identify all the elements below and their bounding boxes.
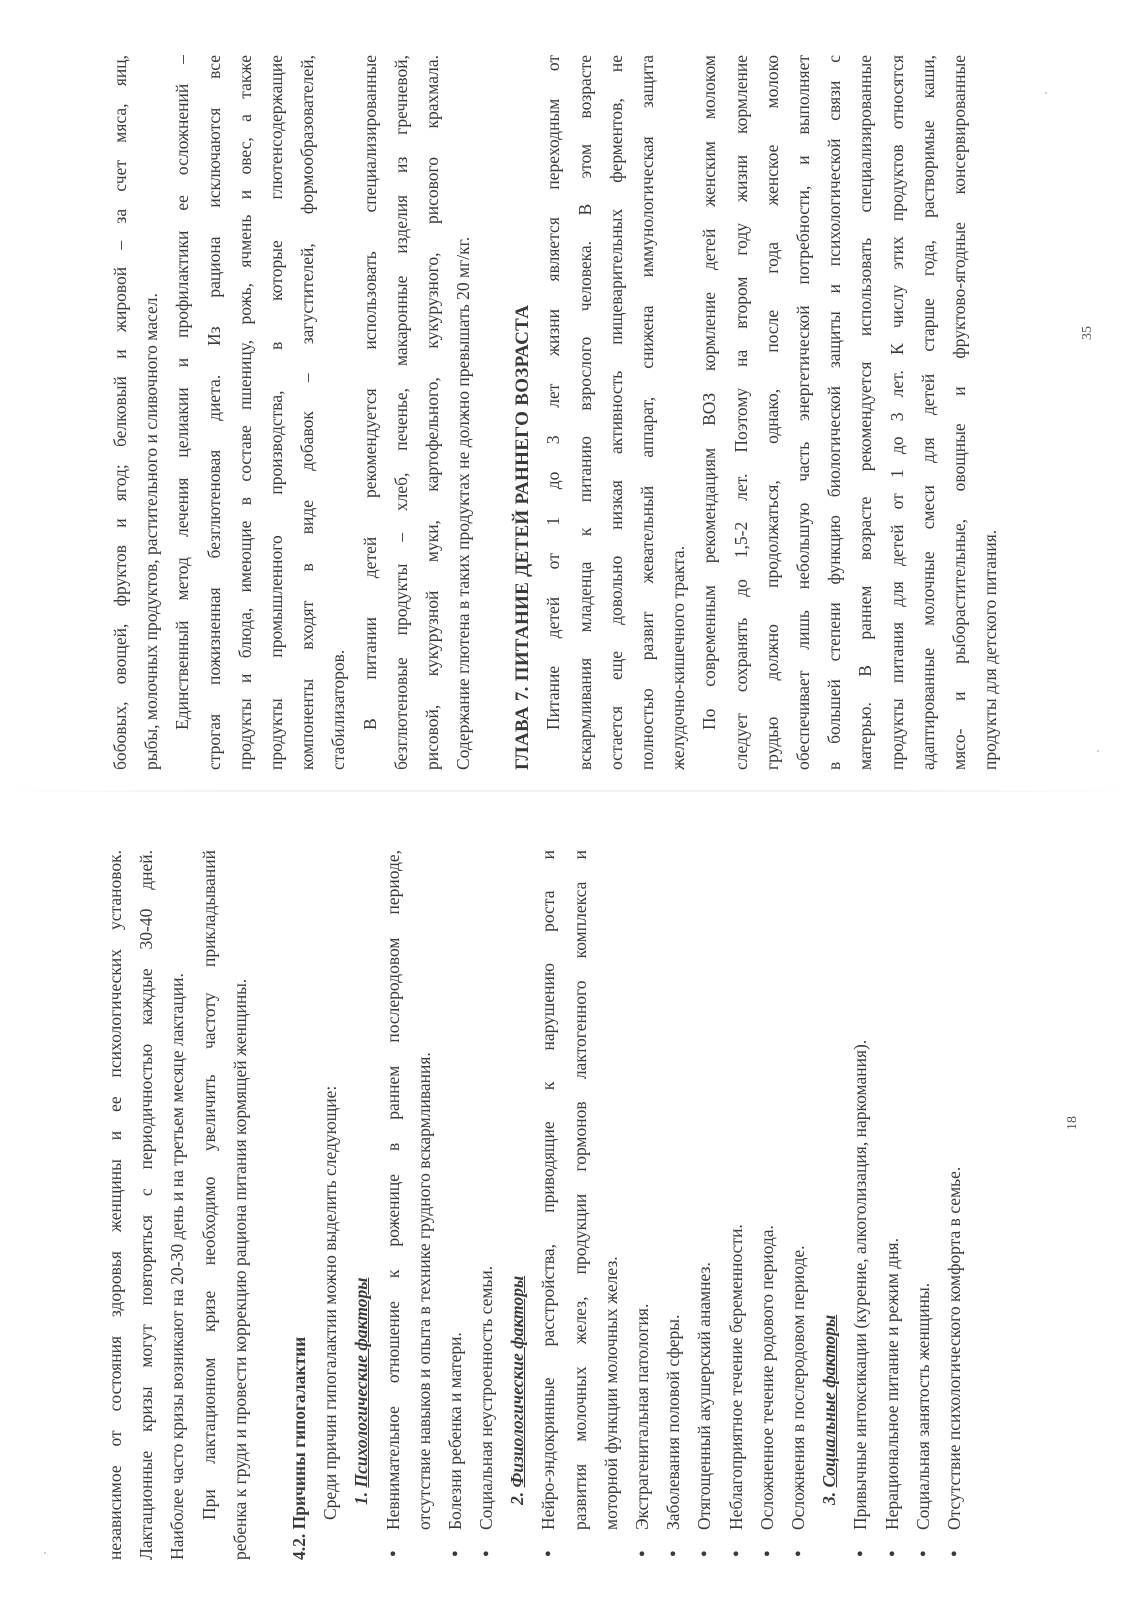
text-line: продукты для детского питания.: [980, 529, 1001, 770]
subsection-title: Физиологические факторы: [507, 1275, 528, 1488]
text-line: По современным рекомендациям ВОЗ кормление детей женским молоком: [699, 55, 720, 730]
page-number: 35: [1080, 326, 1095, 340]
bullet-item: ● Неблагоприятное течение беременности.: [721, 850, 752, 1560]
text-line: продукты и блюда, имеющие в составе пшеницу, рожь, ячмень и овес, а также: [234, 55, 255, 770]
text-line: Питание детей от 1 до 3 лет жизни является переходным от: [543, 55, 564, 730]
text-line: рыбы, молочных продуктов, растительного и сливочного масел.: [141, 293, 162, 770]
text-line: Единственный метод лечения целиакии и профилактики ее осложнений –: [172, 55, 193, 730]
text-line: безглютеновые продукты – хлеб, печенье, макаронные изделия из гречневой,: [390, 55, 411, 770]
text-line: стабилизаторов.: [328, 649, 349, 770]
subsection-heading: [346, 850, 377, 1560]
page-right: [105, 55, 1105, 770]
text-line: грудью должно продолжаться, однако, после года женское молоко: [761, 55, 782, 770]
text-line: независимое от состояния здоровья женщины и ее психологических установок.: [105, 850, 125, 1560]
page-right-text: [105, 55, 1006, 770]
text-line: бобовых, овощей, фруктов и ягод; белковый и жировой – за счет мяса, яиц,: [110, 55, 130, 770]
bullet-item: ● Заболевания половой сферы.: [658, 850, 689, 1560]
section-heading: 4.2. Причины гипогалактии: [288, 1336, 309, 1560]
text-line: ребенка к груди и провести коррекцию рациона питания кормящей женщины.: [229, 978, 250, 1560]
bullet-item: ● Нерациональное питание и режим дня.: [877, 850, 908, 1560]
subsection-number: 2.: [507, 1487, 528, 1505]
bullet-item: ● Отягощенный акушерский анамнез.: [689, 850, 720, 1560]
bullet-item: ● Невнимательное отношение к роженице в раннем послеродовом периоде,: [378, 850, 409, 1560]
text-line: продукты промышленного производства, в которые глютенсодержащие: [265, 55, 286, 770]
chapter-heading: ГЛАВА 7. ПИТАНИЕ ДЕТЕЙ РАННЕГО ВОЗРАСТА: [512, 304, 534, 770]
text-line: развития молочных желез, продукции гормонов лактогенного комплекса и: [569, 850, 590, 1530]
page-left: [100, 850, 1100, 1560]
bullet-item: ● Социальная неустроенность семьи.: [471, 850, 502, 1560]
text-line: вскармливания младенца к питанию взрослого человека. В этом возрасте: [574, 55, 595, 770]
text-line: компоненты входят в виде добавок – загустителей, формообразователей,: [297, 55, 318, 770]
text-line: следует сохранять до 1,5-2 лет. Поэтому на втором году жизни кормление: [730, 55, 751, 770]
bullet-item: ● Социальная занятость женщины.: [908, 850, 939, 1560]
bullet-item: ● Осложненное течение родового периода.: [752, 850, 783, 1560]
text-line: Содержание глютена в таких продуктах не должно превышать 20 мг/кг.: [453, 236, 474, 770]
subsection-title: Психологические факторы: [351, 1277, 372, 1488]
bullet-item: ● Экстрагенитальная патология.: [627, 850, 658, 1560]
text-line: отсутствие навыков и опыта в технике грудного вскармливания.: [413, 1052, 434, 1530]
bullet-item: ● Привычные интоксикации (курение, алкоголизация, наркомания).: [845, 850, 876, 1560]
page-left-text: [100, 850, 970, 1560]
text-line: моторной функции молочных желез.: [600, 1256, 621, 1530]
bullet-item: ● Нейро-эндокринные расстройства, приводящие к нарушению роста и: [533, 850, 564, 1560]
text-line: в большей степени функцию биологической защиты и психологической связи с: [824, 55, 845, 770]
text-line: строгая пожизненная безглютеновая диета. Из рациона исключаются все: [203, 55, 224, 770]
text-line: желудочно-кишечного тракта.: [668, 545, 689, 770]
text-line: мясо- и рыборастительные, овощные и фруктово-ягодные консервированные: [948, 55, 969, 770]
text-line: рисовой, кукурузной муки, картофельного, кукурузного, рисового крахмала.: [421, 55, 442, 770]
spacer: [256, 850, 284, 1560]
spacer: [479, 55, 507, 770]
subsection-number: 3.: [819, 1487, 840, 1505]
bullet-item: ● Осложнения в послеродовом периоде.: [783, 850, 814, 1560]
subsection-heading: [814, 850, 845, 1560]
subsection-number: 1.: [351, 1487, 372, 1505]
subsection-heading: [502, 850, 533, 1560]
text-line: обеспечивает лишь небольшую часть энергетической потребности, и выполняет: [792, 55, 813, 770]
page-number: 18: [1065, 1116, 1080, 1130]
text-line: продукты питания для детей от 1 до 3 лет. К числу этих продуктов относятся: [886, 55, 907, 770]
bullet-item: ● Отсутствие психологического комфорта в семье.: [939, 850, 970, 1560]
text-line: При лактационном кризе необходимо увеличить частоту прикладываний: [198, 850, 219, 1520]
text-line: Лактационные кризы могут повторяться с периодичностью каждые 30-40 дней.: [136, 850, 157, 1560]
scan-speck: [44, 1552, 46, 1554]
page-fold-shadow: [0, 790, 1132, 792]
subsection-title: Социальные факторы: [819, 1314, 840, 1488]
text-line: полностью развит жевательный аппарат, снижена иммунологическая защита: [637, 55, 657, 770]
text-line: В питании детей рекомендуется использовать специализированные: [359, 55, 380, 730]
text-line: Наиболее часто кризы возникают на 20-30 день и на третьем месяце лактации.: [167, 973, 188, 1560]
text-line: остается еще довольно низкая активность пищеварительных ферментов, не: [605, 55, 626, 770]
bullet-item: ● Болезни ребенка и матери.: [440, 850, 471, 1560]
text-line: матерью. В раннем возрасте рекомендуется использовать специализированные: [855, 55, 876, 770]
text-line: Среди причин гипогалактии можно выделить следующие:: [320, 1085, 341, 1520]
text-line: адаптированные молочные смеси для детей старше года, растворимые каши,: [917, 55, 938, 770]
